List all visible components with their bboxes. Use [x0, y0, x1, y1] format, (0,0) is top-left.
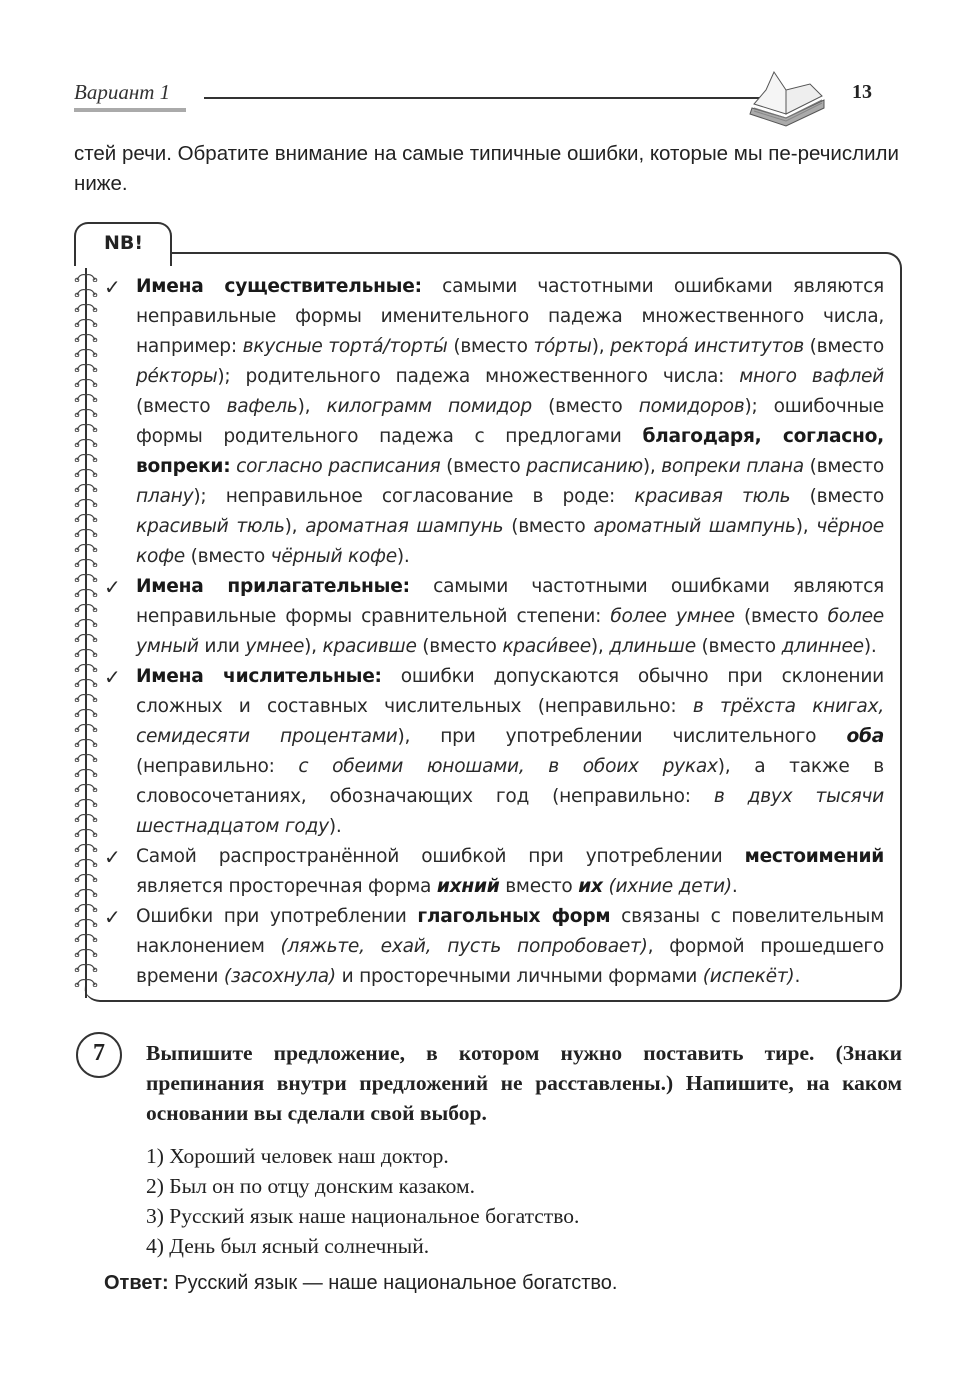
- text-segment: вместо: [499, 876, 579, 897]
- nb-list: [104, 272, 884, 992]
- text-segment: .: [731, 876, 738, 897]
- text-segment: (вместо: [531, 396, 639, 417]
- answer: [104, 1272, 617, 1295]
- text-segment: в трёхста книгах, семидесяти процентами: [136, 696, 884, 747]
- text-segment: длиньше: [609, 636, 696, 657]
- text-segment: (вместо: [416, 636, 503, 657]
- spiral-ring-icon: [74, 542, 98, 552]
- task-option: 3) Русский язык наше национальное богатство.: [146, 1204, 580, 1228]
- spiral-ring-icon: [74, 347, 98, 357]
- task-number: 7: [93, 1040, 105, 1066]
- spiral-ring-icon: [74, 617, 98, 627]
- text-segment: (вместо: [803, 336, 885, 357]
- spiral-ring-icon: [74, 527, 98, 537]
- text-segment: в двух тысячи шестнадцатом году: [136, 786, 884, 837]
- task-option: 1) Хороший человек наш доктор.: [146, 1144, 449, 1168]
- spiral-ring-icon: [74, 392, 98, 402]
- text-segment: красивше: [322, 636, 417, 657]
- text-segment: расписанию: [526, 456, 643, 477]
- spiral-ring-icon: [74, 812, 98, 822]
- text-segment: (вместо: [790, 486, 884, 507]
- text-segment: ),: [304, 636, 323, 657]
- text-segment: Имена прилагательные:: [136, 576, 410, 597]
- checkmark-icon: ✓: [104, 575, 121, 599]
- task-options: [146, 1141, 579, 1261]
- spiral-ring-icon: [74, 587, 98, 597]
- checkmark-icon: ✓: [104, 275, 121, 299]
- text-segment: ).: [863, 636, 877, 657]
- text-segment: ); родительного падежа множественного числа:: [217, 366, 740, 387]
- spiral-ring-icon: [74, 782, 98, 792]
- text-segment: плану: [136, 486, 194, 507]
- nb-list-item: [104, 572, 884, 662]
- spiral-ring-icon: [74, 767, 98, 777]
- text-segment: их: [578, 876, 603, 897]
- spiral-ring-icon: [74, 452, 98, 462]
- page-number: 13: [852, 81, 872, 103]
- spiral-ring-icon: [74, 857, 98, 867]
- text-segment: вопреки плана: [661, 456, 804, 477]
- text-segment: ароматный шампунь: [593, 516, 796, 537]
- spiral-ring-icon: [74, 497, 98, 507]
- text-segment: умнее: [245, 636, 305, 657]
- variant-title: Вариант 1: [74, 80, 171, 104]
- text-segment: и просторечными личными формами: [335, 966, 703, 987]
- task-option: 4) День был ясный солнечный.: [146, 1234, 430, 1258]
- text-segment: чёрное кофе: [136, 516, 884, 567]
- text-segment: ароматная шампунь: [305, 516, 504, 537]
- text-segment: ),: [591, 336, 611, 357]
- text-segment: является просторечная форма: [136, 876, 437, 897]
- open-book-icon: [746, 68, 830, 128]
- text-segment: (вместо: [440, 456, 527, 477]
- spiral-ring-icon: [74, 557, 98, 567]
- spiral-ring-icon: [74, 602, 98, 612]
- checkmark-icon: ✓: [104, 905, 121, 929]
- spiral-ring-icon: [74, 407, 98, 417]
- task-option: 2) Был он по отцу донским казаком.: [146, 1174, 475, 1198]
- spiral-binding: [72, 268, 100, 998]
- text-segment: чёрный кофе: [270, 546, 397, 567]
- text-segment: краси́вее: [502, 636, 591, 657]
- text-segment: ),: [642, 456, 662, 477]
- nb-list-item: [104, 662, 884, 842]
- text-segment: ),: [590, 636, 610, 657]
- text-segment: с обеими юношами, в обоих руках: [298, 756, 718, 777]
- spiral-ring-icon: [74, 272, 98, 282]
- text-segment: самыми частотными ошибками являются неправильные формы сравнительной степени:: [136, 576, 884, 627]
- text-segment: красивый тюль: [136, 516, 285, 537]
- text-segment: помидоров: [638, 396, 745, 417]
- text-segment: (испекёт): [702, 966, 795, 987]
- text-segment: килограмм помидор: [326, 396, 532, 417]
- task-number-badge: [76, 1032, 122, 1078]
- text-segment: (засохнула): [223, 966, 336, 987]
- spiral-ring-icon: [74, 737, 98, 747]
- text-segment: Имена числительные:: [136, 666, 382, 687]
- text-segment: ),: [795, 516, 817, 537]
- text-segment: (вместо: [734, 606, 828, 627]
- spiral-ring-icon: [74, 317, 98, 327]
- nb-list-item: [104, 842, 884, 902]
- text-segment: глагольных форм: [417, 906, 611, 927]
- answer-label: Ответ:: [104, 1272, 169, 1294]
- spiral-ring-icon: [74, 362, 98, 372]
- spiral-ring-icon: [74, 422, 98, 432]
- spiral-ring-icon: [74, 287, 98, 297]
- variant-underline: [74, 108, 186, 112]
- text-segment: более умнее: [610, 606, 735, 627]
- spiral-ring-icon: [74, 722, 98, 732]
- checkmark-icon: ✓: [104, 665, 121, 689]
- text-segment: благодаря, согласно, вопреки:: [136, 426, 884, 477]
- text-segment: .: [794, 966, 801, 987]
- text-segment: ихний: [436, 876, 500, 897]
- nb-tab: [74, 222, 172, 266]
- text-segment: (вместо: [184, 546, 271, 567]
- spiral-ring-icon: [74, 437, 98, 447]
- text-segment: Самой распространённой ошибкой при употреблении: [136, 846, 745, 867]
- header-rule: [204, 97, 764, 99]
- checkmark-icon: ✓: [104, 845, 121, 869]
- spiral-ring-icon: [74, 932, 98, 942]
- spiral-ring-icon: [74, 977, 98, 987]
- text-segment: длиннее: [781, 636, 864, 657]
- text-segment: ); неправильное согласование в роде:: [193, 486, 635, 507]
- text-segment: ),: [297, 396, 327, 417]
- text-segment: или: [198, 636, 246, 657]
- spiral-ring-icon: [74, 797, 98, 807]
- spiral-ring-icon: [74, 707, 98, 717]
- text-segment: вкусные торта́/торты́: [242, 336, 448, 357]
- spiral-ring-icon: [74, 752, 98, 762]
- spiral-ring-icon: [74, 377, 98, 387]
- spiral-ring-icon: [74, 467, 98, 477]
- text-segment: связаны с повелительным наклонением: [136, 906, 884, 957]
- text-segment: самыми частотными ошибками являются неправильные формы именительного падежа множественного числа, например:: [136, 276, 884, 357]
- text-segment: (вместо: [447, 336, 534, 357]
- text-segment: (ихние дети): [608, 876, 732, 897]
- text-segment: ),: [284, 516, 306, 537]
- text-segment: Ошибки при употреблении: [136, 906, 418, 927]
- nb-list-item: [104, 272, 884, 572]
- spiral-ring-icon: [74, 872, 98, 882]
- spiral-ring-icon: [74, 512, 98, 522]
- text-segment: вафель: [226, 396, 298, 417]
- task-question: Выпишите предложение, в котором нужно поставить тире. (Знаки препинания внутри предложений не расставлены.) Напишите, на каком основании вы сделали свой выбор.: [146, 1041, 902, 1125]
- spiral-ring-icon: [74, 632, 98, 642]
- text-segment: , формой прошедшего времени: [136, 936, 884, 987]
- text-segment: Имена существительные:: [136, 276, 422, 297]
- spiral-ring-icon: [74, 572, 98, 582]
- text-segment: то́рты: [533, 336, 592, 357]
- spiral-ring-icon: [74, 692, 98, 702]
- text-segment: оба: [846, 726, 884, 747]
- text-segment: местоимений: [744, 846, 884, 867]
- spiral-ring-icon: [74, 827, 98, 837]
- text-segment: (вместо: [136, 396, 227, 417]
- intro-paragraph: стей речи. Обратите внимание на самые типичные ошибки, которые мы пе-речислили ниже.: [74, 142, 899, 195]
- page-header: [74, 78, 894, 118]
- text-segment: ).: [396, 546, 410, 567]
- text-segment: ре́кторы: [136, 366, 218, 387]
- answer-text: Русский язык — наше национальное богатство.: [168, 1272, 618, 1294]
- spiral-ring-icon: [74, 887, 98, 897]
- spiral-ring-icon: [74, 917, 98, 927]
- text-segment: (вместо: [803, 456, 884, 477]
- spiral-ring-icon: [74, 482, 98, 492]
- nb-label: NB!: [104, 232, 144, 254]
- text-segment: ), а также в словосочетаниях, обозначающих год (неправильно:: [136, 756, 884, 807]
- text-segment: (вместо: [695, 636, 782, 657]
- spiral-ring-icon: [74, 662, 98, 672]
- spiral-ring-icon: [74, 332, 98, 342]
- text-segment: согласно расписания: [236, 456, 441, 477]
- text-segment: (неправильно:: [136, 756, 299, 777]
- text-segment: (ляжьте, ехай, пусть попробовает): [280, 936, 648, 957]
- spiral-ring-icon: [74, 947, 98, 957]
- nb-list-item: [104, 902, 884, 992]
- text-segment: много вафлей: [739, 366, 885, 387]
- spiral-ring-icon: [74, 647, 98, 657]
- text-segment: ); ошибочные формы родительного падежа с предлогами: [136, 396, 884, 447]
- spiral-ring-icon: [74, 842, 98, 852]
- text-segment: красивая тюль: [634, 486, 791, 507]
- spiral-ring-icon: [74, 962, 98, 972]
- text-segment: ошибки допускаются обычно при склонении сложных и составных числительных (неправильно:: [136, 666, 884, 717]
- spiral-ring-icon: [74, 902, 98, 912]
- spiral-ring-icon: [74, 302, 98, 312]
- text-segment: более умный: [136, 606, 884, 657]
- text-segment: ректора́ институтов: [610, 336, 804, 357]
- text-segment: ).: [328, 816, 342, 837]
- text-segment: (вместо: [503, 516, 594, 537]
- text-segment: ), при употреблении числительного: [397, 726, 847, 747]
- spiral-ring-icon: [74, 677, 98, 687]
